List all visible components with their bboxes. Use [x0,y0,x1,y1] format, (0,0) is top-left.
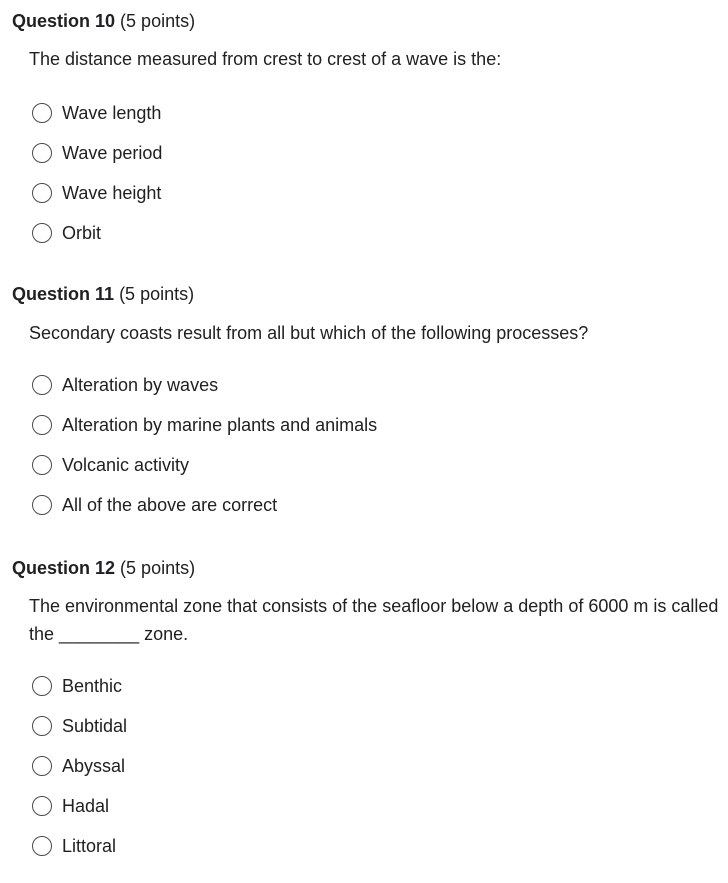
option-label[interactable]: Wave height [62,183,162,203]
radio-button[interactable] [32,415,52,435]
question-points: (5 points) [120,11,196,31]
radio-button[interactable] [32,103,52,123]
question-text: The environmental zone that consists of the seafloor below a depth of 6000 m is called the ________ zone. [29,596,719,644]
answer-option[interactable] [32,173,162,213]
answer-options [32,93,162,253]
question-heading [12,556,195,580]
radio-button[interactable] [32,495,52,515]
answer-options [32,365,377,525]
option-label[interactable]: Benthic [62,676,123,696]
radio-button[interactable] [32,836,52,856]
answer-option[interactable] [32,666,127,706]
option-label[interactable]: Subtidal [62,716,128,736]
answer-option[interactable] [32,746,127,786]
question-title: Question 10 [12,11,116,31]
question-text: The distance measured from crest to crest of a wave is the: [29,49,502,69]
question-heading [12,282,194,306]
option-label[interactable]: Volcanic activity [62,455,190,475]
question-points: (5 points) [119,284,195,304]
answer-option[interactable] [32,405,377,445]
question-title: Question 12 [12,558,116,578]
radio-button[interactable] [32,455,52,475]
answer-option[interactable] [32,93,162,133]
radio-button[interactable] [32,676,52,696]
option-label[interactable]: Alteration by marine plants and animals [62,415,378,435]
question-title: Question 11 [12,284,115,304]
question-text: Secondary coasts result from all but which of the following processes? [29,323,589,343]
answer-option[interactable] [32,445,377,485]
answer-option[interactable] [32,133,162,173]
radio-button[interactable] [32,796,52,816]
option-label[interactable]: Littoral [62,836,117,856]
radio-button[interactable] [32,756,52,776]
answer-options [32,666,127,866]
answer-option[interactable] [32,706,127,746]
radio-button[interactable] [32,716,52,736]
option-label[interactable]: Alteration by waves [62,375,219,395]
option-label[interactable]: All of the above are correct [62,495,278,515]
option-label[interactable]: Wave period [62,143,163,163]
question-points: (5 points) [120,558,196,578]
answer-option[interactable] [32,365,377,405]
answer-option[interactable] [32,485,377,525]
option-label[interactable]: Abyssal [62,756,126,776]
radio-button[interactable] [32,375,52,395]
question-heading [12,9,195,33]
answer-option[interactable] [32,213,162,253]
option-label[interactable]: Hadal [62,796,110,816]
option-label[interactable]: Orbit [62,223,102,243]
option-label[interactable]: Wave length [62,103,162,123]
radio-button[interactable] [32,183,52,203]
radio-button[interactable] [32,143,52,163]
answer-option[interactable] [32,786,127,826]
answer-option[interactable] [32,826,127,866]
radio-button[interactable] [32,223,52,243]
